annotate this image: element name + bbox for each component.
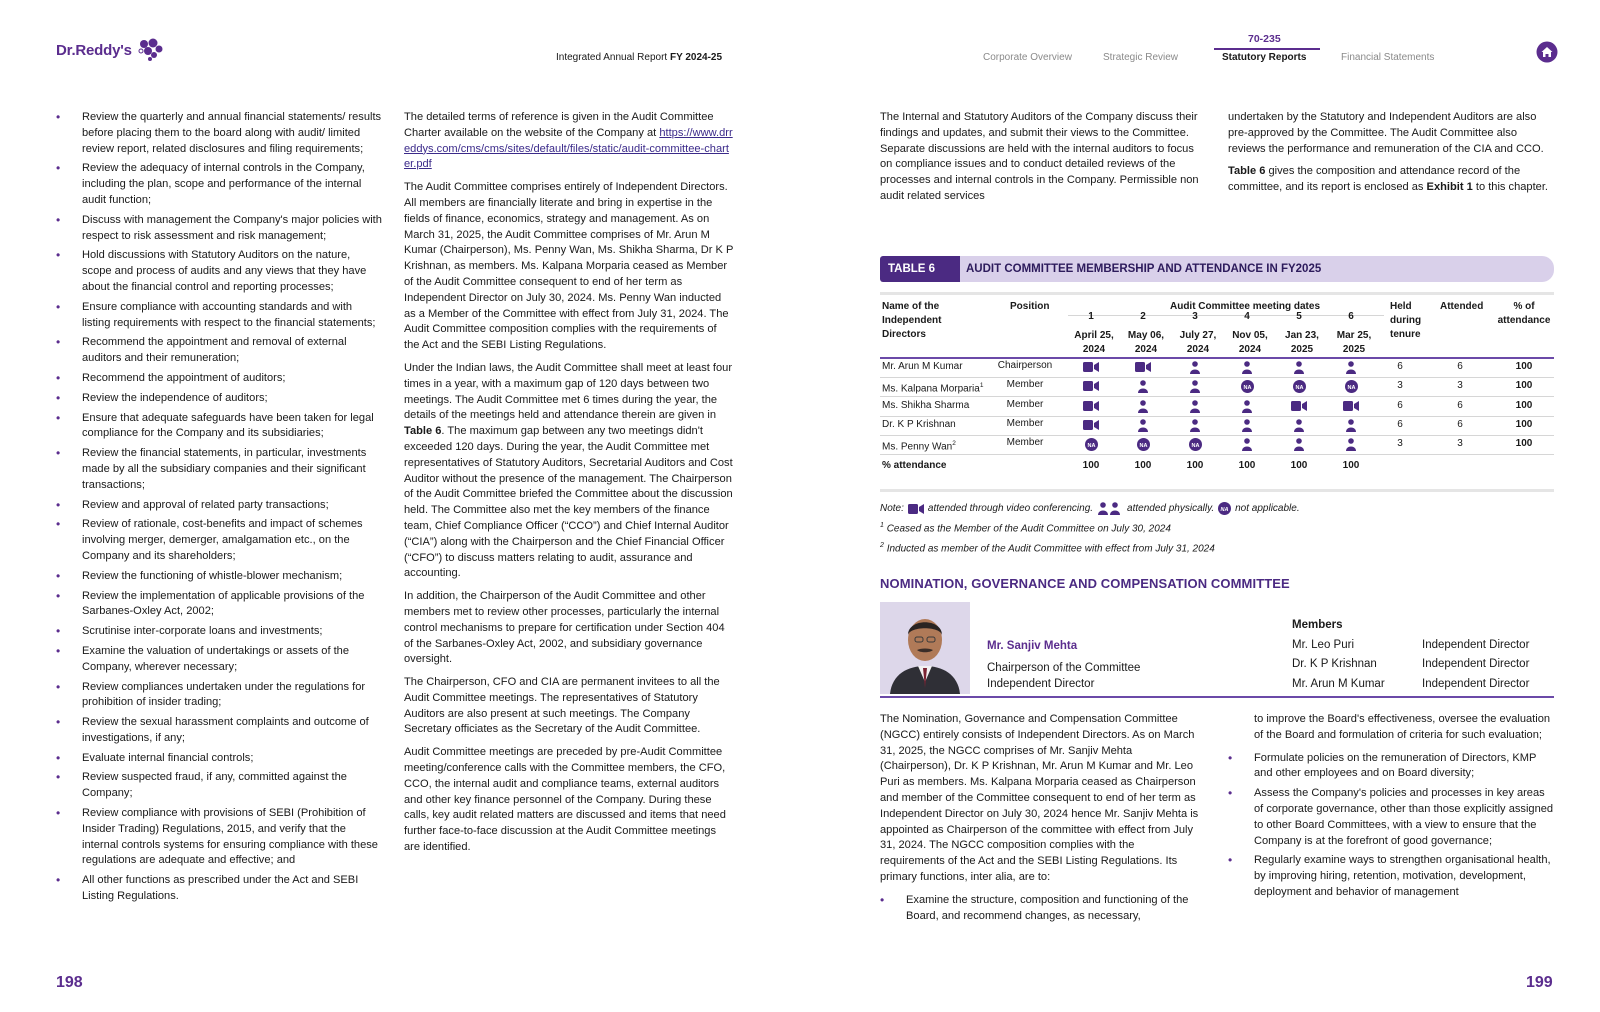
th-held: Held during tenure xyxy=(1390,301,1422,340)
nav-corporate-overview[interactable]: Corporate Overview xyxy=(983,52,1072,63)
attendance-percent: 100 xyxy=(1515,419,1533,430)
th-meeting-date-line1: Jan 23, xyxy=(1285,330,1319,341)
table6-ref-bold: Table 6 xyxy=(1228,165,1266,178)
footnote-2-text: Inducted as member of the Audit Committee with effect from July 31, 2024 xyxy=(886,543,1215,555)
function-bullet: • Review the quarterly and annual financial statements/ results before placing them to the board along with audit/ limited review report, related disclosures and filing requirements; xyxy=(56,110,382,157)
na-label: NA xyxy=(1087,442,1095,449)
column-1 xyxy=(56,110,382,909)
th-meeting-date-line1: July 27, xyxy=(1179,330,1217,341)
footnote-1: $^1$ Ceased as the Member of the Audit Committee on July 30, 2024 xyxy=(880,522,1171,535)
function-bullet: • Review and approval of related party transactions; xyxy=(56,498,382,514)
th-meeting-number: 4 xyxy=(1244,311,1250,322)
function-bullet: • Scrutinise inter-corporate loans and investments; xyxy=(56,624,382,640)
function-bullet: • Review the functioning of whistle-blower mechanism; xyxy=(56,569,382,585)
page-number-right: 199 xyxy=(1526,974,1553,991)
physical-attendance-icon xyxy=(1343,437,1359,451)
physical-attendance-icon xyxy=(1291,360,1307,374)
director-name xyxy=(882,379,983,396)
th-meeting-date-line1: Nov 05, xyxy=(1232,330,1268,341)
ngcc-function-bullet: • Assess the Company's policies and processes in key areas of corporate governance, other than those explicitly assigned to other Board Committees, with a view to ensure that the Company is at the forefront of good governance; xyxy=(1228,786,1556,849)
meeting-attendance-percent: 100 xyxy=(1238,460,1256,471)
not-applicable-icon xyxy=(1083,437,1099,451)
report-title-plain: Integrated Annual Report xyxy=(556,52,668,63)
report-title-fy: FY 2024-25 xyxy=(669,52,723,63)
table6-intro-end: to this chapter. xyxy=(1472,181,1549,194)
physical-attendance-icon xyxy=(1239,360,1255,374)
physical-attendance-icon xyxy=(1343,360,1359,374)
physical-attendance-icon xyxy=(1239,399,1255,413)
physical-attendance-icon xyxy=(1239,437,1255,451)
member-role: Independent Director xyxy=(1422,658,1530,670)
meetings-text-a: Under the Indian laws, the Audit Committee shall meet at least four times in a year, with a maximum gap of 120 days between two meetings. The Audit Committee met 6 times during the year, the details of the meetings held and attendance therein are given in xyxy=(404,361,733,422)
function-bullet: • Ensure that adequate safeguards have been taken for legal compliance for the Company and its subsidiaries; xyxy=(56,411,382,443)
physical-attendance-icon xyxy=(1187,360,1203,374)
ngcc-right-bullets xyxy=(1228,751,1556,901)
attended-count: 3 xyxy=(1457,438,1463,449)
th-meeting-date-line1: May 06, xyxy=(1127,330,1165,341)
nav-active-underline xyxy=(1214,48,1320,50)
held-count: 3 xyxy=(1397,380,1403,391)
report-title xyxy=(556,52,722,63)
na-label: NA xyxy=(1139,442,1147,449)
function-bullet: • Examine the valuation of undertakings or assets of the Company, wherever necessary; xyxy=(56,644,382,676)
note-physical: attended physically. xyxy=(1127,503,1215,514)
table6-intro-paragraph xyxy=(1228,164,1556,196)
function-bullet: • Recommend the appointment and removal of external auditors and their remuneration; xyxy=(56,335,382,367)
th-attended: Attended xyxy=(1440,301,1484,312)
meeting-attendance-percent: 100 xyxy=(1082,460,1100,471)
function-bullet: • Evaluate internal financial controls; xyxy=(56,751,382,767)
director-position: Member xyxy=(1006,399,1044,410)
column-3 xyxy=(880,110,1200,212)
chairperson-review-paragraph: In addition, the Chairperson of the Audit Committee and other members met to review other processes, particularly the internal control mechanisms to prepare for certification under Section 404 of the Sarbanes-Oxley Act, 2002, and subsidiary governance oversight. xyxy=(404,590,725,666)
director-name-text: Ms. Penny Wan xyxy=(882,441,953,453)
attended-count: 6 xyxy=(1457,419,1463,430)
physical-attendance-icon xyxy=(1239,418,1255,432)
nav-financial-statements[interactable]: Financial Statements xyxy=(1341,52,1435,63)
na-label: NA xyxy=(1347,384,1355,391)
physical-icon xyxy=(1097,502,1123,515)
company-logo[interactable] xyxy=(56,38,164,62)
th-meeting-dates: Audit Committee meeting dates xyxy=(1169,301,1321,312)
physical-attendance-icon xyxy=(1187,379,1203,393)
physical-attendance-icon xyxy=(1135,379,1151,393)
nav-strategic-review[interactable]: Strategic Review xyxy=(1103,52,1179,63)
th-meeting-date-line1: Mar 25, xyxy=(1336,330,1372,341)
ngcc-bullet-structure: • Examine the structure, composition and functioning of the Board, and recommend changes, as necessary, xyxy=(880,893,1202,925)
function-bullet: • Recommend the appointment of auditors; xyxy=(56,371,382,387)
director-position: Member xyxy=(1006,437,1044,448)
footnote-1-text: Ceased as the Member of the Audit Committee on July 30, 2024 xyxy=(886,523,1171,535)
legend-row xyxy=(880,500,1554,517)
th-meeting-date-line2: 2024 xyxy=(1238,344,1262,355)
video-icon xyxy=(908,503,924,515)
not-applicable-icon xyxy=(1135,437,1151,451)
column-2 xyxy=(404,110,734,863)
video-conference-icon xyxy=(1083,379,1099,393)
not-applicable-icon xyxy=(1187,437,1203,451)
director-position: Member xyxy=(1006,379,1044,390)
th-position: Position xyxy=(1010,301,1050,312)
logo-text: Dr.Reddy's xyxy=(56,41,132,59)
ngcc-continuation: to improve the Board's effectiveness, oversee the evaluation of the Board and formulation of criteria for such evaluation; xyxy=(1254,713,1551,741)
table6-tag: TABLE 6 xyxy=(880,256,960,282)
meeting-attendance-percent: 100 xyxy=(1186,460,1204,471)
function-bullet: • Review suspected fraud, if any, committed against the Company; xyxy=(56,770,382,802)
function-bullet: • Hold discussions with Statutory Auditors on the nature, scope and process of audits and any views that they have about the financial control and reporting processes; xyxy=(56,248,382,295)
director-name-text: Dr. K P Krishnan xyxy=(882,419,956,430)
th-meeting-date-line2: 2024 xyxy=(1082,344,1106,355)
member-row xyxy=(1292,675,1529,695)
physical-attendance-icon xyxy=(1135,418,1151,432)
physical-attendance-icon xyxy=(1291,418,1307,432)
function-bullet: • Discuss with management the Company's major policies with respect to risk assessment and risk management; xyxy=(56,213,382,245)
not-applicable-icon xyxy=(1343,379,1359,393)
attended-count: 3 xyxy=(1457,380,1463,391)
director-position: Chairperson xyxy=(997,360,1053,371)
function-bullet: • Review the independence of auditors; xyxy=(56,391,382,407)
th-meeting-number: 1 xyxy=(1088,311,1094,322)
table6-bottom-rule xyxy=(880,489,1554,492)
meetings-paragraph xyxy=(404,361,734,582)
chairperson-name: Mr. Sanjiv Mehta xyxy=(987,640,1078,652)
held-count: 6 xyxy=(1397,419,1403,430)
function-bullet: • Review the adequacy of internal controls in the Company, including the plan, scope and performance of the internal audit function; xyxy=(56,161,382,208)
director-name-text: Ms. Kalpana Morparia xyxy=(882,383,980,395)
chairperson-role xyxy=(987,660,1140,692)
th-meeting-date-line2: 2025 xyxy=(1290,344,1314,355)
held-count: 3 xyxy=(1397,438,1403,449)
attended-count: 6 xyxy=(1457,400,1463,411)
th-name: Name of the Independent Directors xyxy=(882,301,942,340)
director-name xyxy=(882,399,969,413)
na-label: NA xyxy=(1191,442,1199,449)
physical-attendance-icon xyxy=(1187,399,1203,413)
table6-intro-mid: gives the composition and attendance record of the committee, and its report is enclosed as xyxy=(1228,165,1521,194)
note-na: not applicable. xyxy=(1235,503,1300,514)
th-meeting-number: 5 xyxy=(1296,311,1302,322)
invitees-paragraph: The Chairperson, CFO and CIA are permanent invitees to all the Audit Committee meetings. The representatives of Statutory Auditors are also present at such meetings. The Company Secretary officiates as the Secretary of the Audit Committee. xyxy=(404,676,720,736)
home-icon[interactable] xyxy=(1536,41,1558,63)
held-count: 6 xyxy=(1397,361,1403,372)
auditors-paragraph: The Internal and Statutory Auditors of the Company discuss their findings and updates, and submit their views to the Committee. Separate discussions are held with the internal auditors to focus on compliance issues and to conduct detailed reviews of the processes and internal controls in the Company. Permissible non audit related services xyxy=(880,111,1199,202)
member-name: Mr. Leo Puri xyxy=(1292,638,1354,651)
th-meeting-number: 2 xyxy=(1140,311,1146,322)
ngcc-function-bullet: • Formulate policies on the remuneration of Directors, KMP and other employees and on Board diversity; xyxy=(1228,751,1556,783)
na-icon-label: NA xyxy=(1220,507,1229,513)
th-meeting-date-line2: 2024 xyxy=(1186,344,1210,355)
members-heading: Members xyxy=(1292,619,1343,631)
terms-text: The detailed terms of reference is given in the Audit Committee Charter available on the website of the Company at xyxy=(404,111,714,139)
meeting-attendance-percent: 100 xyxy=(1290,460,1308,471)
not-applicable-icon xyxy=(1291,379,1307,393)
video-conference-icon xyxy=(1083,399,1099,413)
th-meeting-date-line2: 2025 xyxy=(1342,344,1366,355)
physical-attendance-icon xyxy=(1291,437,1307,451)
function-bullet: • Review compliance with provisions of SEBI (Prohibition of Insider Trading) Regulations, 2015, and verify that the internal controls systems for ensuring compliance with these regulations are adequate and effective; and xyxy=(56,806,382,869)
ngcc-section-title: NOMINATION, GOVERNANCE AND COMPENSATION COMMITTEE xyxy=(880,576,1290,591)
meeting-attendance-percent: 100 xyxy=(1134,460,1152,471)
video-conference-icon xyxy=(1135,360,1151,374)
audit-charter-link[interactable]: https://www.drreddys.com/cms/cms/sites/default/files/static/audit-committee-charter.pdf xyxy=(404,126,733,171)
video-conference-icon xyxy=(1343,399,1359,413)
member-name: Dr. K P Krishnan xyxy=(1292,658,1377,670)
not-applicable-icon xyxy=(1218,502,1231,515)
table6-reference: Table 6 xyxy=(404,425,442,438)
audit-committee-attendance-table xyxy=(880,298,1554,496)
member-name: Mr. Arun M Kumar xyxy=(1292,677,1385,690)
member-role: Independent Director xyxy=(1422,677,1530,690)
director-name-text: Ms. Shikha Sharma xyxy=(882,400,970,411)
ngcc-left-column xyxy=(880,712,1202,928)
terms-of-reference-paragraph xyxy=(404,110,734,173)
physical-attendance-icon xyxy=(1343,418,1359,432)
logo-heart-icon xyxy=(136,38,164,62)
chairperson-role-2: Independent Director xyxy=(987,678,1095,690)
th-percent: % of attendance xyxy=(1497,301,1551,326)
not-applicable-icon xyxy=(1239,379,1255,393)
physical-attendance-icon xyxy=(1187,418,1203,432)
director-name xyxy=(882,437,956,454)
audit-committee-functions-list xyxy=(56,110,382,905)
ngcc-left-bullets xyxy=(880,893,1202,925)
th-meeting-number: 3 xyxy=(1192,311,1198,322)
na-label: NA xyxy=(1295,384,1303,391)
section-nav xyxy=(960,31,1440,67)
meeting-attendance-percent: 100 xyxy=(1342,460,1360,471)
total-attendance-label: % attendance xyxy=(882,460,947,471)
note-prefix: Note: xyxy=(880,503,904,514)
composition-paragraph: The Audit Committee comprises entirely of Independent Directors. All members are financially literate and bring in expertise in the fields of finance, economics, strategy and management. As on March 31, 2025, the Audit Committee comprises of Mr. Arun M Kumar (Chairperson), Ms. Penny Wan, Ms. Shikha Sharma, Dr K P Krishnan, as members. Ms. Kalpana Morparia ceased as Member of the Audit Committee consequent to end of her term as Independent Director on July 30, 2024. Ms. Penny Wan inducted as a Member of the Committee with effect from July 31, 2024. The Audit Committee composition complies with the requirements of the Act and the SEBI Listing Regulations. xyxy=(404,181,734,352)
attendance-percent: 100 xyxy=(1515,438,1533,449)
row-rule xyxy=(880,396,1554,397)
member-row xyxy=(1292,636,1529,656)
th-meeting-date-line1: April 25, xyxy=(1074,330,1114,341)
function-bullet: • Review the implementation of applicable provisions of the Sarbanes-Oxley Act, 2002; xyxy=(56,589,382,621)
note-video: attended through video conferencing. xyxy=(927,503,1094,514)
function-bullet: • Review of rationale, cost-benefits and impact of schemes involving merger, demerger, amalgamation etc., on the Company and its shareholders; xyxy=(56,517,382,564)
ngcc-intro-paragraph: The Nomination, Governance and Compensation Committee (NGCC) entirely consists of Independent Directors. As on March 31, 2025, the NGCC comprises of Mr. Sanjiv Mehta (Chairperson), Dr. K P Krishnan, Mr. Arun M Kumar and Mr. Leo Puri as members. Ms. Kalpana Morparia ceased as Chairperson and member of the Committee consequent to end of her term as Independent Director on July 30, 2024 hence Mr. Sanjiv Mehta is appointed as Chairperson of the committee with effect from July 31, 2024. The NGCC composition complies with the requirements of the Act and the SEBI Listing Regulations. Its primary functions, inter alia, are to: xyxy=(880,713,1199,883)
ngcc-members-list xyxy=(1292,616,1529,694)
th-meeting-number: 6 xyxy=(1348,311,1354,322)
chairperson-role-1: Chairperson of the Committee xyxy=(987,662,1141,674)
meetings-text-b: . The maximum gap between any two meetings didn't exceeded 120 days. During the year, the Audit Committee met representatives of Statutory Auditors, Secretarial Auditors and Cost Auditor without the presence of the management. The Chairperson of the Audit Committee briefed the Committee about the discussion held. The Committee also met the key members of the finance team, Chief Compliance Officer (“CCO”) and Chief Internal Auditor (“CIA”) along with the Chairperson and the Chief Financial Officer (“CFO”) to discuss matters relating to audit, assurance and accounting. xyxy=(404,425,733,580)
page-number-left: 198 xyxy=(56,974,83,991)
attendance-percent: 100 xyxy=(1515,380,1533,391)
function-bullet: • All other functions as prescribed under the Act and SEBI Listing Regulations. xyxy=(56,873,382,905)
function-bullet: • Ensure compliance with accounting standards and with listing requirements with respect to the financial statements; xyxy=(56,300,382,332)
chairperson-portrait xyxy=(880,602,970,694)
table6-top-rule xyxy=(880,292,1554,295)
th-meeting-date-line2: 2024 xyxy=(1134,344,1158,355)
function-bullet: • Review the financial statements, in particular, investments made by all the subsidiary companies and their significant transactions; xyxy=(56,446,382,493)
video-conference-icon xyxy=(1083,418,1099,432)
attendance-percent: 100 xyxy=(1515,400,1533,411)
video-conference-icon xyxy=(1291,399,1307,413)
table6-notes xyxy=(880,500,1554,558)
attendance-percent: 100 xyxy=(1515,361,1533,372)
footnote-marker: 2 xyxy=(952,440,956,447)
physical-attendance-icon xyxy=(1135,399,1151,413)
member-row xyxy=(1292,655,1529,675)
nav-statutory-reports[interactable]: Statutory Reports xyxy=(1222,52,1307,63)
table6-caption: AUDIT COMMITTEE MEMBERSHIP AND ATTENDANCE IN FY2025 xyxy=(960,256,1554,282)
exhibit1-ref: Exhibit 1 xyxy=(1426,181,1473,194)
table6-header-bar xyxy=(880,256,1554,282)
nav-page-range: 70-235 xyxy=(1248,33,1281,45)
column-4 xyxy=(1228,110,1556,203)
ngcc-function-bullet: • Regularly examine ways to strengthen organisational health, by improving hiring, retention, motivation, development, deployment and behavior of management xyxy=(1228,853,1556,900)
director-name xyxy=(882,418,956,432)
director-name-text: Mr. Arun M Kumar xyxy=(882,361,963,372)
footnote-marker: 1 xyxy=(979,382,984,389)
na-label: NA xyxy=(1243,384,1251,391)
portrait-image xyxy=(880,602,970,694)
held-count: 6 xyxy=(1397,400,1403,411)
member-role: Independent Director xyxy=(1422,638,1530,651)
ngcc-right-column xyxy=(1228,712,1556,905)
video-conference-icon xyxy=(1083,360,1099,374)
row-rule xyxy=(880,454,1554,455)
function-bullet: • Review the sexual harassment complaints and outcome of investigations, if any; xyxy=(56,715,382,747)
pre-audit-paragraph: Audit Committee meetings are preceded by pre-Audit Committee meeting/conference calls with the Committee members, the CFO, CCO, the internal audit and compliance teams, external auditors and other key finance personnel of the Company. During these calls, key audit related matters are discussed and items that need further face-to-face discussion at the Audit Committee meetings are identified. xyxy=(404,746,726,854)
attended-count: 6 xyxy=(1457,361,1463,372)
director-position: Member xyxy=(1006,418,1044,429)
ngcc-divider xyxy=(880,696,1554,698)
function-bullet: • Review compliances undertaken under the regulations for prohibition of insider trading; xyxy=(56,680,382,712)
pre-approval-paragraph: undertaken by the Statutory and Independent Auditors are also pre-approved by the Committee. The Audit Committee also reviews the performance and remuneration of the CIA and CCO. xyxy=(1228,111,1544,155)
footnote-2: $^2$ Inducted as member of the Audit Committee with effect from July 31, 2024 xyxy=(880,542,1215,555)
director-name xyxy=(882,360,963,374)
